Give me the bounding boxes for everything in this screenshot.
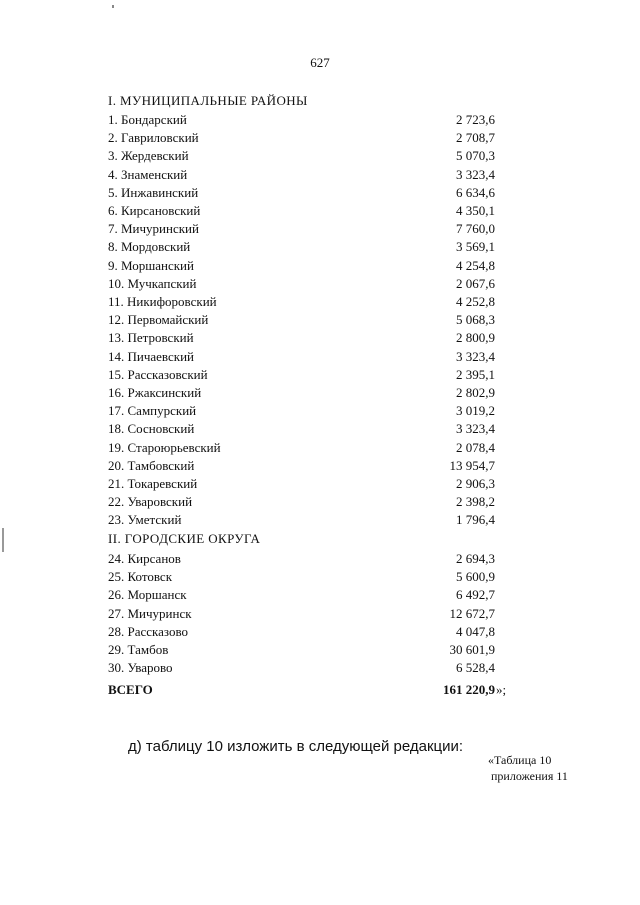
total-value: 161 220,9 <box>443 682 495 697</box>
row-label: 9. Моршанский <box>108 257 194 273</box>
table-caption-line1: «Таблица 10 <box>488 753 552 767</box>
row-label: 11. Никифоровский <box>108 294 217 309</box>
instruction-text: д) таблицу 10 изложить в следующей редакции: <box>128 738 464 755</box>
row-value: 6 492,7 <box>456 587 495 603</box>
page-number: 627 <box>310 55 330 70</box>
table-row <box>0 476 640 494</box>
row-label: 3. Жердевский <box>108 148 189 164</box>
section-heading-cities: II. ГОРОДСКИЕ ОКРУГА <box>108 531 261 546</box>
row-value: 2 800,9 <box>456 330 495 346</box>
row-label: 26. Моршанск <box>108 587 187 603</box>
row-value: 2 906,3 <box>456 476 495 491</box>
row-label: 12. Первомайский <box>108 312 209 328</box>
table-row <box>0 569 640 587</box>
row-label: 15. Рассказовский <box>108 366 208 382</box>
section-heading-districts: I. МУНИЦИПАЛЬНЫЕ РАЙОНЫ <box>108 93 308 108</box>
row-value: 6 634,6 <box>456 184 495 200</box>
row-value: 2 398,2 <box>456 494 495 510</box>
row-value: 2 078,4 <box>456 439 495 455</box>
row-value: 7 760,0 <box>456 221 495 237</box>
row-value: 3 323,4 <box>456 348 495 364</box>
table-row <box>0 512 640 530</box>
row-label: 23. Уметский <box>108 512 182 528</box>
row-value: 5 600,9 <box>456 569 495 585</box>
row-label: 5. Инжавинский <box>108 184 199 200</box>
row-value: 3 323,4 <box>456 166 495 182</box>
table-row <box>0 276 640 294</box>
row-label: 10. Мучкапский <box>108 275 197 291</box>
table-row <box>0 349 640 367</box>
table-row <box>0 294 640 312</box>
table-row <box>0 642 640 660</box>
row-label: 8. Мордовский <box>108 239 191 255</box>
table-row <box>0 440 640 458</box>
table-row <box>0 167 640 185</box>
row-label: 28. Рассказово <box>108 623 189 639</box>
row-label: 17. Сампурский <box>108 403 197 419</box>
table-row <box>0 239 640 257</box>
row-value: 4 047,8 <box>456 623 495 639</box>
table-row <box>0 551 640 569</box>
row-label: 25. Котовск <box>108 569 173 585</box>
row-value: 2 723,6 <box>456 112 495 127</box>
row-label: 7. Мичуринский <box>108 221 199 237</box>
row-value: 4 254,8 <box>456 257 495 273</box>
row-label: 21. Токаревский <box>108 476 198 491</box>
row-label: 4. Знаменский <box>108 166 188 182</box>
table-row <box>0 367 640 385</box>
row-value: 5 068,3 <box>456 312 495 328</box>
row-value: 12 672,7 <box>449 605 495 621</box>
row-value: 13 954,7 <box>449 457 495 473</box>
table-row <box>0 494 640 512</box>
row-value: 3 569,1 <box>456 239 495 255</box>
total-label: ВСЕГО <box>108 682 153 697</box>
row-label: 30. Уварово <box>108 660 173 676</box>
row-value: 1 796,4 <box>456 512 495 528</box>
row-label: 27. Мичуринск <box>108 605 192 621</box>
table-row <box>0 312 640 330</box>
table-caption-line2: приложения 11 <box>491 769 568 783</box>
table-row <box>0 148 640 166</box>
row-value: 4 350,1 <box>456 203 495 218</box>
table-row <box>0 624 640 642</box>
table-row <box>0 221 640 239</box>
row-value: 2 395,1 <box>456 366 495 382</box>
row-label: 2. Гавриловский <box>108 130 199 146</box>
row-value: 4 252,8 <box>456 294 495 309</box>
table-row <box>0 185 640 203</box>
row-label: 14. Пичаевский <box>108 348 194 364</box>
row-value: 2 708,7 <box>456 130 495 146</box>
row-label: 22. Уваровский <box>108 494 193 510</box>
row-value: 2 067,6 <box>456 275 495 291</box>
row-label: 13. Петровский <box>108 330 194 346</box>
total-suffix: »; <box>496 682 507 697</box>
table-row <box>0 330 640 348</box>
table-row <box>0 660 640 678</box>
row-value: 5 070,3 <box>456 148 495 164</box>
row-value: 3 323,4 <box>456 421 495 437</box>
row-label: 16. Ржаксинский <box>108 385 202 400</box>
table-row <box>0 458 640 476</box>
table-row <box>0 606 640 624</box>
scan-mark-left <box>2 528 4 552</box>
table-row <box>0 258 640 276</box>
table-row <box>0 403 640 421</box>
row-label: 24. Кирсанов <box>108 551 181 566</box>
scan-mark-top <box>112 5 114 8</box>
row-value: 30 601,9 <box>449 642 495 657</box>
table-caption <box>488 752 568 784</box>
row-label: 20. Тамбовский <box>108 457 195 473</box>
row-value: 2 802,9 <box>456 385 495 400</box>
row-value: 6 528,4 <box>456 660 495 676</box>
row-value: 3 019,2 <box>456 403 495 419</box>
table-row <box>0 421 640 439</box>
table-row <box>0 385 640 403</box>
table-row <box>0 587 640 605</box>
table-row <box>0 112 640 130</box>
row-label: 1. Бондарский <box>108 112 187 127</box>
row-label: 29. Тамбов <box>108 642 169 657</box>
row-value: 2 694,3 <box>456 551 495 566</box>
row-label: 19. Староюрьевский <box>108 439 221 455</box>
row-label: 6. Кирсановский <box>108 203 201 218</box>
table-row <box>0 203 640 221</box>
table-row <box>0 130 640 148</box>
row-label: 18. Сосновский <box>108 421 195 437</box>
